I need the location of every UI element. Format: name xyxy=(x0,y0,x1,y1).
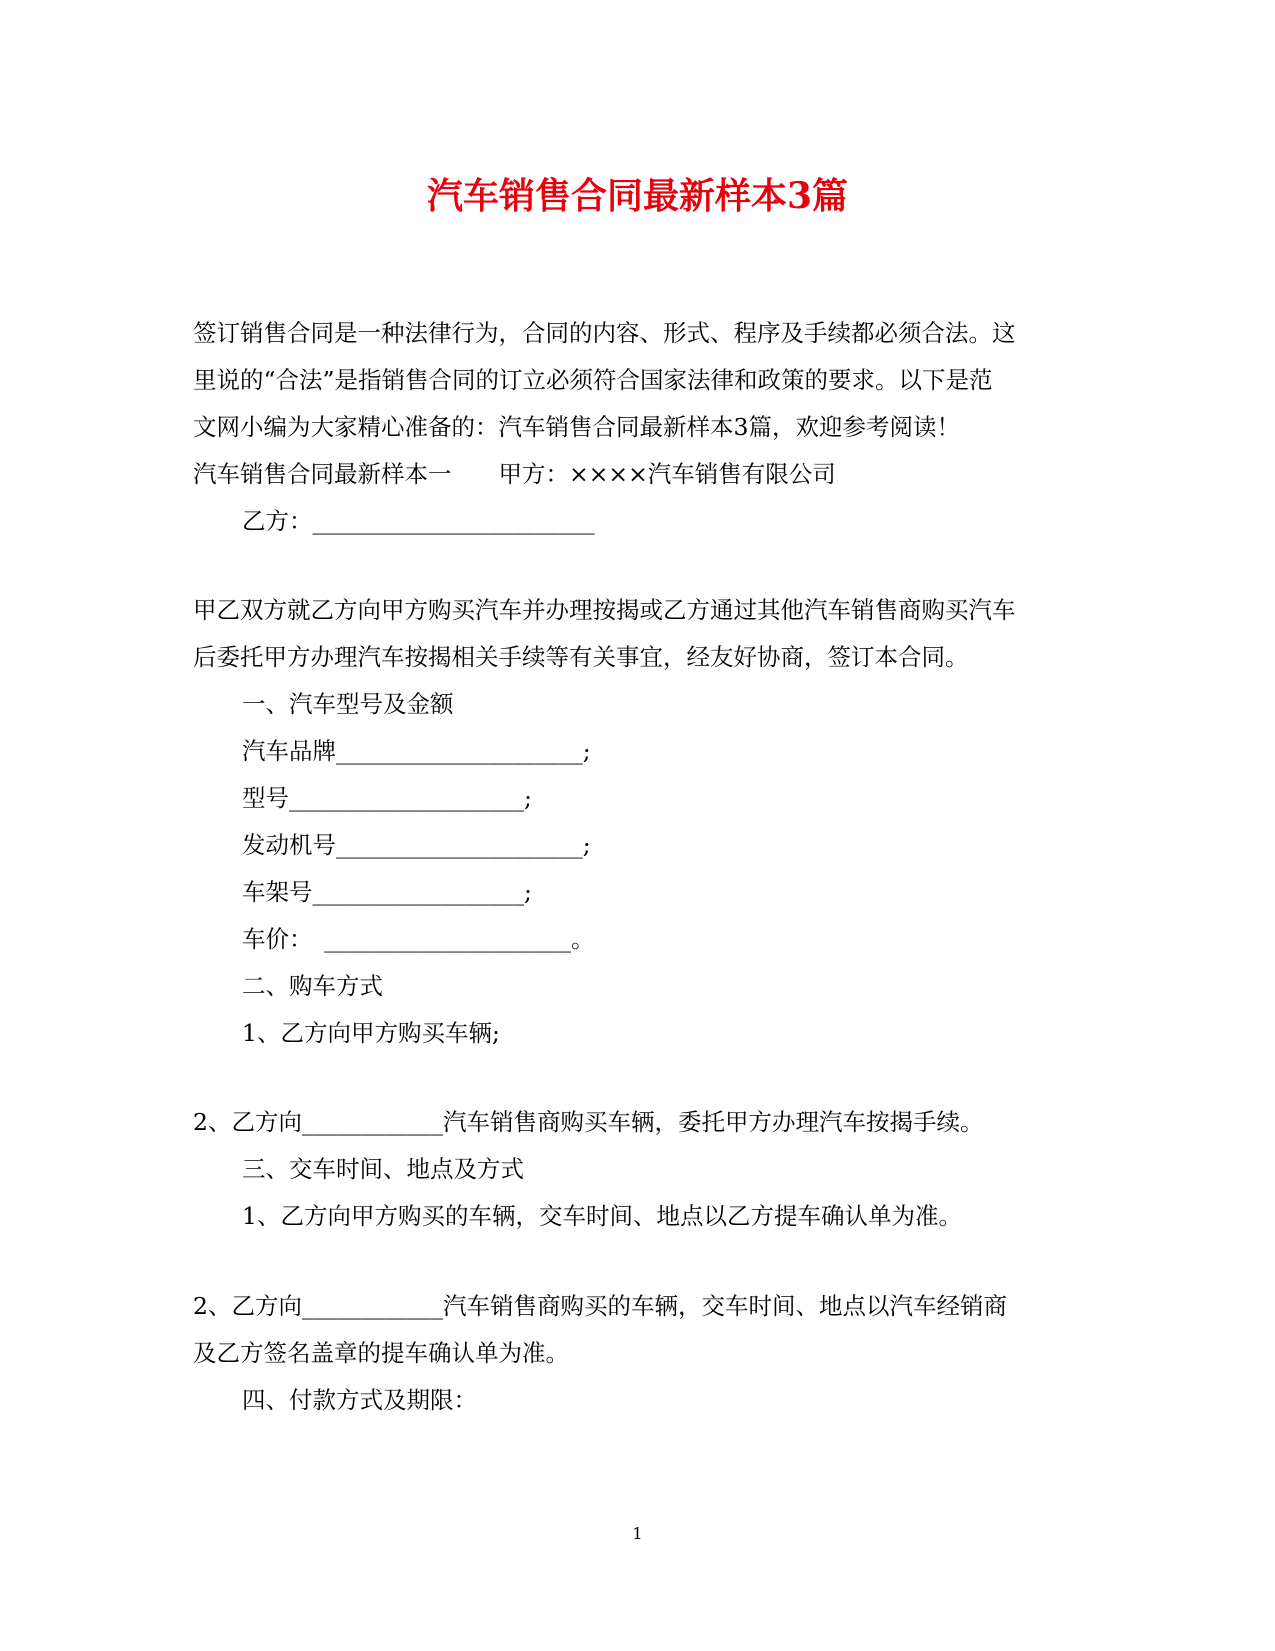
page-number: 1 xyxy=(632,1524,643,1543)
field-frame-number: 车架号__________________; xyxy=(242,878,532,906)
preamble-line-1: 甲乙双方就乙方向甲方购买汽车并办理按揭或乙方通过其他汽车销售商购买汽车 xyxy=(193,596,1016,624)
section-heading-1: 一、汽车型号及金额 xyxy=(242,690,454,718)
party-b-line: 乙方：________________________ xyxy=(242,507,595,535)
intro-line-3: 文网小编为大家精心准备的：汽车销售合同最新样本3篇，欢迎参考阅读！ xyxy=(193,413,960,441)
section-heading-3: 三、交车时间、地点及方式 xyxy=(242,1155,524,1183)
preamble-line-2: 后委托甲方办理汽车按揭相关手续等有关事宜，经友好协商，签订本合同。 xyxy=(193,643,969,671)
field-engine-number: 发动机号_____________________; xyxy=(242,831,591,859)
document-title: 汽车销售合同最新样本3篇 xyxy=(426,175,849,217)
section-heading-2: 二、购车方式 xyxy=(242,972,383,1000)
delivery-item-1: 1、乙方向甲方购买的车辆，交车时间、地点以乙方提车确认单为准。 xyxy=(242,1202,962,1230)
field-brand: 汽车品牌_____________________; xyxy=(242,737,591,765)
sample-heading-party-a: 汽车销售合同最新样本一 甲方：××××汽车销售有限公司 xyxy=(193,460,836,488)
intro-line-1: 签订销售合同是一种法律行为，合同的内容、形式、程序及手续都必须合法。这 xyxy=(193,319,1016,347)
field-price: 车价： _____________________。 xyxy=(242,925,595,953)
field-model: 型号____________________; xyxy=(242,784,532,812)
delivery-item-2-line-2: 及乙方签名盖章的提车确认单为准。 xyxy=(193,1339,569,1367)
purchase-item-1: 1、乙方向甲方购买车辆; xyxy=(242,1019,500,1047)
intro-line-2: 里说的“合法”是指销售合同的订立必须符合国家法律和政策的要求。以下是范 xyxy=(193,366,993,394)
purchase-item-2: 2、乙方向____________汽车销售商购买车辆，委托甲方办理汽车按揭手续。 xyxy=(193,1108,984,1136)
delivery-item-2-line-1: 2、乙方向____________汽车销售商购买的车辆，交车时间、地点以汽车经销商 xyxy=(193,1292,1007,1320)
section-heading-4: 四、付款方式及期限： xyxy=(242,1386,477,1414)
